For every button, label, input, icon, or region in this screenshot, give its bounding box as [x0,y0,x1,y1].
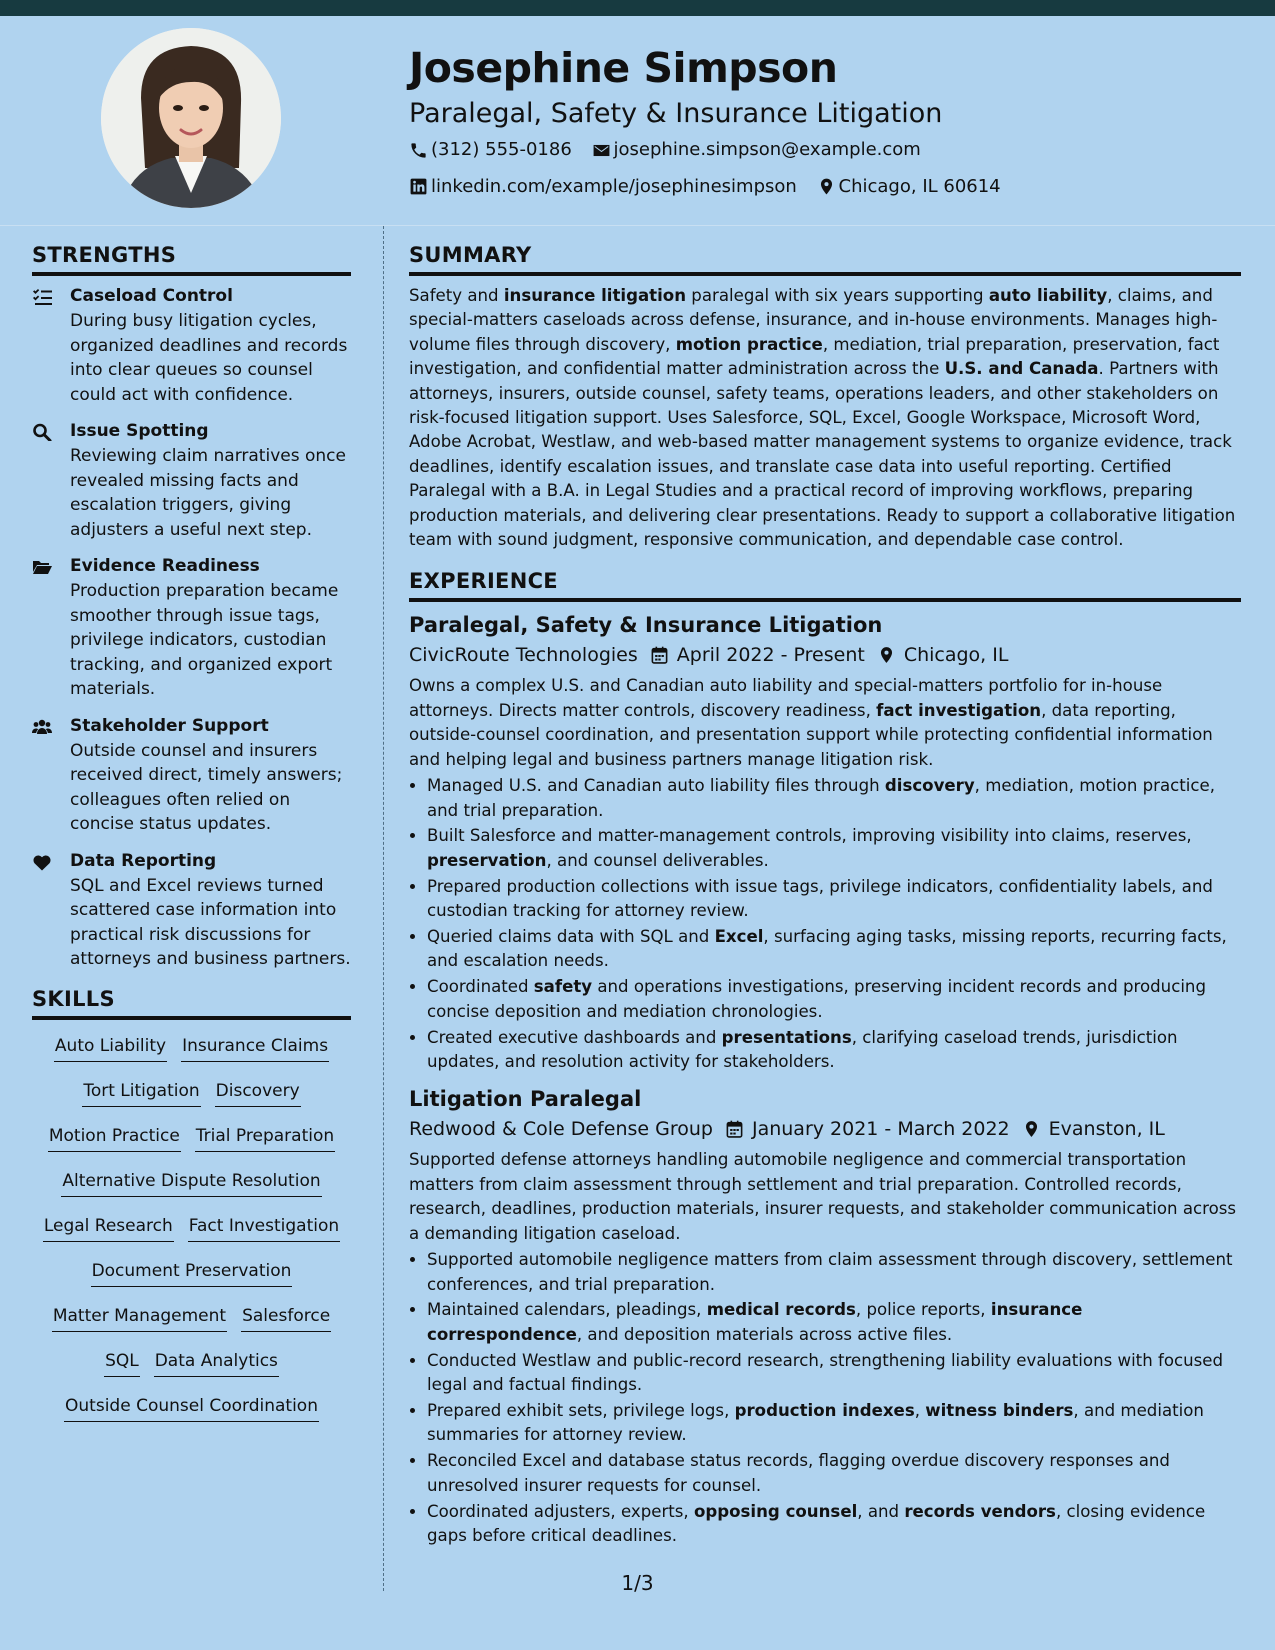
bold-keyword: insurance litigation [503,286,687,305]
skill-tag: Matter Management [52,1304,227,1332]
page-number: 1/3 [621,1571,654,1595]
bold-keyword: auto liability [988,286,1108,305]
candidate-title: Paralegal, Safety & Insurance Litigation [409,98,943,129]
contact-row-2 [409,175,1249,204]
bold-keyword: medical records [706,1300,856,1320]
skill-tag: Data Analytics [154,1349,279,1377]
bold-keyword: presentations [721,1027,852,1047]
skill-row [32,1124,351,1155]
location-contact [817,175,1001,199]
job-bullets [409,1248,1241,1548]
skill-row [32,1079,351,1110]
bold-keyword: records vendors [904,1501,1056,1521]
summary-heading: SUMMARY [409,240,1241,276]
skill-tag: Motion Practice [48,1124,181,1152]
job-bullet: • Coordinated adjusters, experts, opposing counsel, and records vendors, closing evidence gaps before critical deadlines. [427,1500,1241,1549]
skill-row [32,1259,351,1290]
job-bullet: • Coordinated safety and operations investigations, preserving incident records and producing concise deposition and mediation chronologies. [427,975,1241,1024]
job-bullet: • Prepared exhibit sets, privilege logs, production indexes, witness binders, and mediation summaries for attorney review. [427,1399,1241,1448]
bold-keyword: Excel [714,927,764,947]
strength-name: Evidence Readiness [70,556,260,576]
job-title: Paralegal, Safety & Insurance Litigation [409,613,883,638]
skill-tag: Salesforce [241,1304,331,1332]
job-location: Evanston, IL [1048,1118,1165,1141]
bold-keyword: production indexes [734,1401,915,1421]
job-bullet: • Maintained calendars, pleadings, medical records, police reports, insurance correspondence, and deposition materials across active files. [427,1298,1241,1347]
bold-keyword: witness binders [925,1401,1074,1421]
contact-row-1 [409,138,1249,167]
bold-keyword: fact investigation [876,700,1042,720]
skill-tag: Legal Research [43,1214,174,1242]
skill-tag: Document Preservation [91,1259,293,1287]
job-bullet: • Managed U.S. and Canadian auto liability files through discovery, mediation, motion practice, and trial preparation. [427,774,1241,823]
bold-keyword: insurance correspondence [427,1300,1083,1344]
header-divider [0,225,1275,226]
strength-item [32,849,351,972]
skill-tag: Discovery [215,1079,301,1107]
envelope-icon [592,141,611,160]
job-bullet: • Created executive dashboards and presentations, clarifying caseload trends, jurisdiction updates, and resolution activity for stakeholders. [427,1026,1241,1075]
email-address[interactable]: josephine.simpson@example.com [613,139,921,160]
map-pin-icon [877,645,896,665]
bold-keyword: opposing counsel [693,1501,858,1521]
job-description: Owns a complex U.S. and Canadian auto liability and special-matters portfolio for in-house attorneys. Directs matter controls, discovery readiness, fact investigation, data reporting, outside-counsel coordination, and presentation support while protecting confidential information and helping legal and business partners manage litigation risk. [409,676,1213,769]
skill-tag: Trial Preparation [195,1124,335,1152]
job-bullets [409,774,1241,1074]
strength-description: During busy litigation cycles, organized deadlines and records into clear queues so counsel could act with confidence. [70,311,348,405]
experience-heading: EXPERIENCE [409,566,1241,602]
top-accent-bar [0,0,1275,16]
skills-heading: SKILLS [32,984,351,1020]
strength-name: Issue Spotting [70,421,209,441]
strength-item [32,284,351,407]
skill-tag: Auto Liability [54,1034,167,1062]
users-icon [32,714,70,837]
job-dates: January 2021 - March 2022 [751,1118,1010,1141]
skill-row [32,1169,351,1200]
strengths-heading: STRENGTHS [32,240,351,276]
job-company: Redwood & Cole Defense Group [409,1118,713,1141]
job-dates: April 2022 - Present [676,644,865,667]
phone-icon [409,141,428,160]
job-entry [409,1084,1241,1548]
folder-open-icon [32,554,70,702]
resume-header [409,40,1249,203]
job-title: Litigation Paralegal [409,1087,642,1112]
linkedin-url[interactable]: linkedin.com/example/josephinesimpson [431,175,797,197]
job-bullet: • Reconciled Excel and database status records, flagging overdue discovery responses and unresolved insurer requests for counsel. [427,1449,1241,1498]
skill-tag: Tort Litigation [82,1079,200,1107]
strength-name: Data Reporting [70,850,217,871]
skill-tag: SQL [104,1349,140,1377]
column-divider [383,226,384,1591]
linkedin-icon [409,177,428,196]
job-location: Chicago, IL [903,644,1009,667]
candidate-name: Josephine Simpson [409,44,838,92]
job-description: Supported defense attorneys handling automobile negligence and commercial transportation matters from claim assessment through settlement and trial preparation. Controlled records, research, deadlines, production materials, insurer requests, and stakeholder communication across a demanding litigation caseload. [409,1150,1237,1243]
checklist-icon [32,284,70,407]
strength-description: Outside counsel and insurers received direct, timely answers; colleagues often relied on concise status updates. [70,740,343,834]
strength-item [32,419,351,542]
job-entry [409,610,1241,1074]
job-bullet: • Queried claims data with SQL and Excel, surfacing aging tasks, missing reports, recurring facts, and escalation needs. [427,925,1241,974]
strength-item [32,554,351,702]
heart-icon [32,849,70,972]
job-bullet: • Prepared production collections with issue tags, privilege indicators, confidentiality labels, and custodian tracking for attorney review. [427,875,1241,924]
job-bullet: • Supported automobile negligence matters from claim assessment through discovery, settlement conferences, and trial preparation. [427,1248,1241,1297]
calendar-icon [725,1119,744,1139]
strength-description: Production preparation became smoother through issue tags, privilege indicators, custodian tracking, and organized export materials. [70,581,339,699]
job-meta [409,1114,1241,1144]
linkedin-contact[interactable] [409,175,797,199]
calendar-icon [650,645,669,665]
job-bullet: • Conducted Westlaw and public-record research, strengthening liability evaluations with focused legal and factual findings. [427,1349,1241,1398]
job-meta [409,640,1241,670]
strength-description: Reviewing claim narratives once revealed missing facts and escalation triggers, giving adjusters a useful next step. [70,446,346,540]
location-text: Chicago, IL 60614 [838,175,1001,197]
bold-keyword: discovery [884,776,975,796]
right-column [409,240,1241,1550]
skill-row [32,1304,351,1335]
phone-contact [409,138,572,162]
strength-name: Caseload Control [70,286,233,306]
strength-description: SQL and Excel reviews turned scattered case information into practical risk discussions for attorneys and business partners. [70,875,351,969]
bold-keyword: motion practice [675,334,823,354]
skill-tag: Insurance Claims [181,1034,329,1062]
skills-list [32,1034,351,1425]
strengths-list [32,284,351,972]
bold-keyword: preservation [427,850,547,870]
summary-text: Safety and insurance litigation paralegal with six years supporting auto liability, claims, and special-matters caseloads across defense, insurance, and in-house environments. Manages high-volume files through discovery, motion practice, mediation, trial preparation, preservation, fact investigation, and confidential matter administration across the U.S. and Canada. Partners with attorneys, insurers, outside counsel, safety teams, operations leaders, and other stakeholders on risk-focused litigation support. Uses Salesforce, SQL, Excel, Google Workspace, Microsoft Word, Adobe Acrobat, Westlaw, and web-based matter management systems to organize evidence, track deadlines, identify escalation issues, and translate case data into useful reporting. Certified Paralegal with a B.A. in Legal Studies and a practical record of improving workflows, preparing production materials, and delivering clear presentations. Ready to support a collaborative litigation team with sound judgment, responsive communication, and dependable case control. [409,286,1236,550]
search-icon [32,419,70,542]
map-pin-icon [1022,1119,1041,1139]
skill-tag: Fact Investigation [188,1214,340,1242]
map-pin-icon [817,177,836,196]
bold-keyword: U.S. and Canada [944,359,1099,379]
strength-item [32,714,351,837]
skill-row [32,1349,351,1380]
skill-row [32,1034,351,1065]
profile-photo [101,28,281,208]
profile-portrait-illustration [101,28,281,208]
left-column [32,240,351,1425]
skill-tag: Alternative Dispute Resolution [61,1169,321,1197]
job-company: CivicRoute Technologies [409,644,638,667]
skill-row [32,1394,351,1425]
experience-list [409,610,1241,1548]
job-bullet: • Built Salesforce and matter-management controls, improving visibility into claims, reserves, preservation, and counsel deliverables. [427,824,1241,873]
phone-number: (312) 555-0186 [431,139,572,160]
bold-keyword: safety [533,977,593,997]
email-contact[interactable] [592,138,921,162]
skill-row [32,1214,351,1245]
strength-name: Stakeholder Support [70,715,269,736]
skill-tag: Outside Counsel Coordination [64,1394,319,1422]
